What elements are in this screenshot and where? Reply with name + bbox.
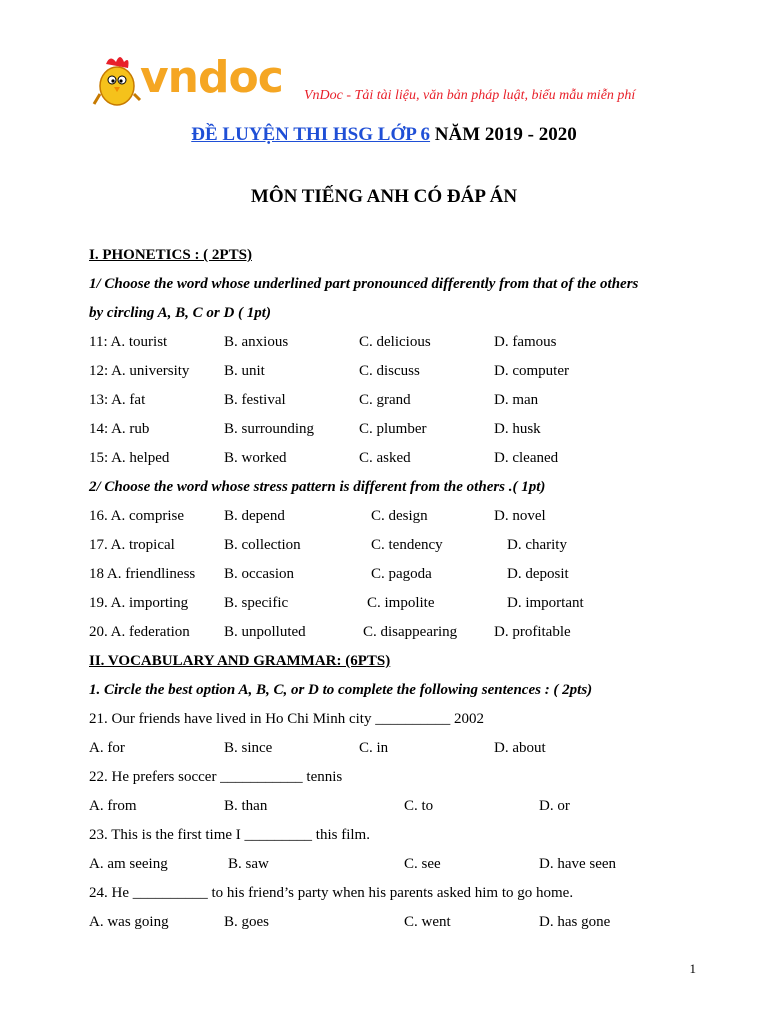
option-a: 16. A. comprise [89, 508, 184, 524]
option-a: 14: A. rub [89, 421, 150, 437]
option-c: C. to [404, 798, 434, 814]
option-d: D. famous [494, 334, 557, 350]
section-phonetics-heading: I. PHONETICS : ( 2PTS) [89, 247, 252, 263]
document-subtitle: MÔN TIẾNG ANH CÓ ĐÁP ÁN [250, 186, 518, 207]
option-c: C. grand [359, 392, 411, 408]
document-title [0, 124, 768, 146]
option-c: C. disappearing [363, 624, 458, 640]
question-24: 24. He __________ to his friend’s party when his parents asked him to go home. [89, 885, 574, 901]
option-d: D. computer [494, 363, 569, 379]
option-d: D. have seen [539, 856, 617, 872]
option-c: C. went [404, 914, 451, 930]
option-b: B. festival [224, 392, 286, 408]
option-b: B. specific [224, 595, 289, 611]
option-d: D. cleaned [494, 450, 559, 466]
page-number: 1 [689, 961, 696, 976]
option-b: B. surrounding [224, 421, 314, 437]
question-23: 23. This is the first time I _________ this film. [89, 827, 370, 843]
question-21: 21. Our friends have lived in Ho Chi Minh city __________ 2002 [89, 711, 484, 727]
option-d: D. about [494, 740, 546, 756]
option-d: D. has gone [539, 914, 611, 930]
option-d: D. deposit [507, 566, 569, 582]
option-c: C. asked [359, 450, 411, 466]
option-a: A. from [89, 798, 137, 814]
instruction-1-line-2: by circling A, B, C or D ( 1pt) [89, 305, 271, 321]
question-22: 22. He prefers soccer ___________ tennis [89, 769, 343, 785]
option-a: 17. A. tropical [89, 537, 175, 553]
option-a: 13: A. fat [89, 392, 146, 408]
option-d: D. charity [507, 537, 567, 553]
title-year: NĂM 2019 - 2020 [430, 124, 577, 145]
option-b: B. than [224, 798, 268, 814]
option-c: C. tendency [371, 537, 443, 553]
option-a: 15: A. helped [89, 450, 170, 466]
option-a: 11: A. tourist [89, 334, 168, 350]
option-a: A. am seeing [89, 856, 168, 872]
option-d: D. novel [494, 508, 546, 524]
title-link[interactable]: ĐỀ LUYỆN THI HSG LỚP 6 [191, 124, 431, 145]
option-c: C. in [359, 740, 389, 756]
option-b: B. unit [224, 363, 265, 379]
option-c: C. plumber [359, 421, 427, 437]
option-b: B. anxious [224, 334, 289, 350]
option-b: B. worked [224, 450, 287, 466]
option-c: C. design [371, 508, 428, 524]
instruction-1-line-1: 1/ Choose the word whose underlined part pronounced differently from that of the others [89, 276, 639, 292]
option-a: A. was going [89, 914, 169, 930]
option-b: B. collection [224, 537, 301, 553]
option-d: D. important [507, 595, 584, 611]
vndoc-mascot-icon [92, 50, 142, 110]
option-c: C. pagoda [371, 566, 432, 582]
option-b: B. depend [224, 508, 285, 524]
option-b: B. unpolluted [224, 624, 306, 640]
option-a: 18 A. friendliness [89, 566, 196, 582]
option-a: 19. A. importing [89, 595, 189, 611]
option-b: B. since [224, 740, 273, 756]
option-b: B. saw [228, 856, 269, 872]
section-vocabulary-heading: II. VOCABULARY AND GRAMMAR: (6PTS) [89, 653, 391, 669]
option-b: B. occasion [224, 566, 294, 582]
option-c: C. delicious [359, 334, 431, 350]
option-c: C. discuss [359, 363, 420, 379]
option-d: D. husk [494, 421, 541, 437]
instruction-3: 1. Circle the best option A, B, C, or D to complete the following sentences : ( 2pts) [89, 682, 593, 698]
option-a: 12: A. university [89, 363, 190, 379]
option-b: B. goes [224, 914, 269, 930]
option-c: C. impolite [367, 595, 435, 611]
option-d: D. profitable [494, 624, 571, 640]
option-c: C. see [404, 856, 441, 872]
option-a: A. for [89, 740, 125, 756]
option-d: D. man [494, 392, 539, 408]
option-a: 20. A. federation [89, 624, 190, 640]
site-tagline: VnDoc - Tải tài liệu, văn bản pháp luật, biểu mẫu miễn phí [304, 88, 636, 103]
option-d: D. or [539, 798, 570, 814]
vndoc-logo-text: vndoc [140, 52, 283, 103]
instruction-2: 2/ Choose the word whose stress pattern is different from the others .( 1pt) [89, 479, 546, 495]
